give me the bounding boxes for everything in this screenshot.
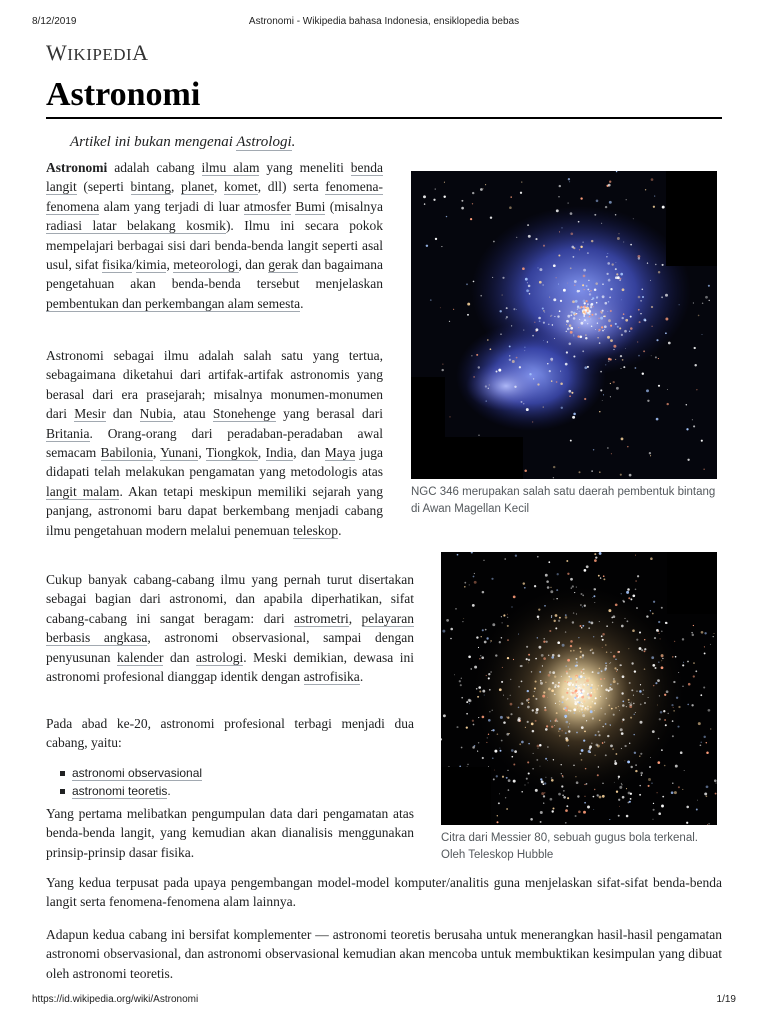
text-run: (misalnya [325,198,383,214]
text-run: , [198,445,206,461]
branch-list [58,764,202,800]
text-run: . [338,522,342,538]
link-astrometri[interactable]: astrometri [294,610,349,626]
figure-caption: Citra dari Messier 80, sebuah gugus bola terkenal. Oleh Teleskop Hubble [441,832,698,861]
link-yunani[interactable]: Yunani [160,445,199,461]
text-run: dan bagaimana pengetahuan akan benda-benda tersebut menjelaskan [46,257,383,292]
link-ilmu-alam[interactable]: ilmu alam [201,160,260,175]
link-gerak[interactable]: gerak [268,257,299,273]
hatnote-suffix: . [291,134,296,150]
text-run: , [166,257,174,273]
text-run: . [359,669,364,685]
text-run: yang meneliti [259,160,351,175]
hatnote-prefix: Artikel ini bukan mengenai [70,134,237,150]
theoretical-paragraph: Yang kedua terpusat pada upaya pengembangan model-model komputer/analitis guna menjelaskan sifat-sifat benda-benda langit serta fenomena-fenomena alam lainnya. [46,875,722,910]
bold-term: Astronomi [46,160,108,175]
link-benda-langit[interactable]: benda langit [46,160,383,195]
text-run: . Meski demikian, dewasa ini astronomi profesional dianggap identik dengan [46,649,414,685]
link-babilonia[interactable]: Babilonia [100,445,154,461]
text-run: , dll) serta [257,179,326,195]
globular-cluster-photo[interactable] [441,552,717,825]
list-item [58,782,202,800]
link-komet[interactable]: komet [224,179,258,195]
link-kalender[interactable]: kalender [117,649,164,665]
link-astrologi[interactable]: astrologi [196,649,244,665]
link-bumi[interactable]: Bumi [295,198,326,214]
print-header [32,16,736,30]
text-run: ). Ilmu ini secara pokok mempelajari berbagai sisi dari benda-benda langit seperti asal usul, sifat [46,218,383,273]
text-run: yang berasal dari [275,406,383,422]
link-astrofisika[interactable]: astrofisika [303,669,360,685]
twentieth-century-paragraph: Pada abad ke-20, astronomi profesional terbagi menjadi dua cabang, yaitu: [46,716,414,751]
link-pelayaran-berbasis-angkasa[interactable]: pelayaran berbasis angkasa [46,610,414,646]
history-paragraph [46,346,383,540]
text-run: (seperti [76,179,131,195]
link-mesir[interactable]: Mesir [74,406,106,422]
text-run: / [131,257,136,273]
hatnote [70,134,295,151]
print-tab-title: Astronomi - Wikipedia bahasa Indonesia, ensiklopedia bebas [248,16,520,27]
figure-ngc346 [411,171,717,518]
link-bintang[interactable]: bintang [130,179,171,195]
print-footer [32,994,736,1008]
text-run: , [171,179,182,195]
text-run: alam yang terjadi di luar [99,198,244,214]
link-astronomi-observasional[interactable]: astronomi observasional [72,766,203,780]
text-run: juga didapati telah melakukan pengamatan yang metodologis atas [46,445,383,480]
text-run: , dan [238,257,269,273]
link-radiasi-latar-belakang-kosmik[interactable]: radiasi latar belakang kosmik [46,218,226,234]
page-title: Astronomi [46,76,201,113]
link-stonehenge[interactable]: Stonehenge [212,406,276,422]
link-astronomi-teoretis[interactable]: astronomi teoretis [72,784,168,798]
hatnote-link-astrologi[interactable]: Astrologi [236,134,292,150]
text-run: , [257,445,266,461]
cluster-svg [441,552,717,825]
text-run: . Akan tetapi meskipun memiliki sejarah yang panjang, astronomi baru dapat berkembang menjadi cabang ilmu pengetahuan modern melalui penemuan [46,483,383,538]
text-run: , [214,179,225,195]
text-run: Astronomi sebagai ilmu adalah salah satu yang tertua, sebagaimana diketahui dari artifak-artifak astronomis yang berasal dari era prasejarah; misalnya monumen-monumen dari [46,348,383,422]
print-date: 8/12/2019 [32,16,77,27]
link-planet[interactable]: planet [181,179,215,195]
link-langit-malam[interactable]: langit malam [46,483,120,499]
nebula-svg [411,171,717,479]
link-kimia[interactable]: kimia [135,257,167,273]
figure-caption: NGC 346 merupakan salah satu daerah pembentuk bintang di Awan Magellan Kecil [411,486,716,515]
link-pembentukan-dan-perkembangan-alam-semesta[interactable]: pembentukan dan perkembangan alam semesta [46,295,301,311]
text-run: dan [105,406,140,422]
figure-messier80 [441,552,717,864]
link-fisika[interactable]: fisika [101,257,132,273]
text-run: adalah cabang [107,160,202,175]
intro-paragraph [46,158,383,313]
nebula-photo[interactable] [411,171,717,479]
list-item-suffix: . [167,784,171,798]
branches-paragraph [46,570,414,686]
list-item [58,764,202,782]
text-run: , astronomi observasional, sampai dengan penyusunan [46,630,415,665]
link-teleskop[interactable]: teleskop [293,522,339,538]
link-maya[interactable]: Maya [324,445,356,461]
text-run: dan [163,649,196,665]
text-run: , atau [172,406,213,422]
link-meteorologi[interactable]: meteorologi [173,257,239,273]
link-tiongkok[interactable]: Tiongkok [205,445,258,461]
observational-paragraph: Yang pertama melibatkan pengumpulan data dari pengamatan atas benda-benda langit, yang kemudian akan dianalisis menggunakan prinsip-prinsip dasar fisika. [46,806,414,860]
text-run: , dan [293,445,325,461]
title-divider [46,117,722,119]
wikipedia-logo[interactable]: WIKIPEDIA [46,40,149,65]
complementary-paragraph: Adapun kedua cabang ini bersifat komplementer — astronomi teoretis berusaha untuk menerangkan hasil-hasil pengamatan astronomi observasional, dan astronomi observasional kemudian akan mencoba untuk membuktikan kesimpulan yang dibuat oleh astronomi teoretis. [46,927,722,981]
text-run: . [300,295,304,311]
print-url: https://id.wikipedia.org/wiki/Astronomi [32,994,199,1005]
text-run: Cukup banyak cabang-cabang ilmu yang pernah turut disertakan sebagai bagian dari astronomi, dan apabila diperhatikan, sifat cabang-cabang ini sangat beragam: dari [46,572,414,626]
text-run: , [153,445,161,461]
text-run: , [348,610,362,626]
link-atmosfer[interactable]: atmosfer [243,198,292,214]
print-page-number: 1/19 [716,994,736,1005]
link-fenomena-fenomena[interactable]: fenomena-fenomena [46,179,384,214]
link-india[interactable]: India [265,445,294,461]
link-britania[interactable]: Britania [46,425,90,441]
link-nubia[interactable]: Nubia [139,406,173,422]
text-run: . Orang-orang dari peradaban-peradaban awal semacam [46,425,383,461]
